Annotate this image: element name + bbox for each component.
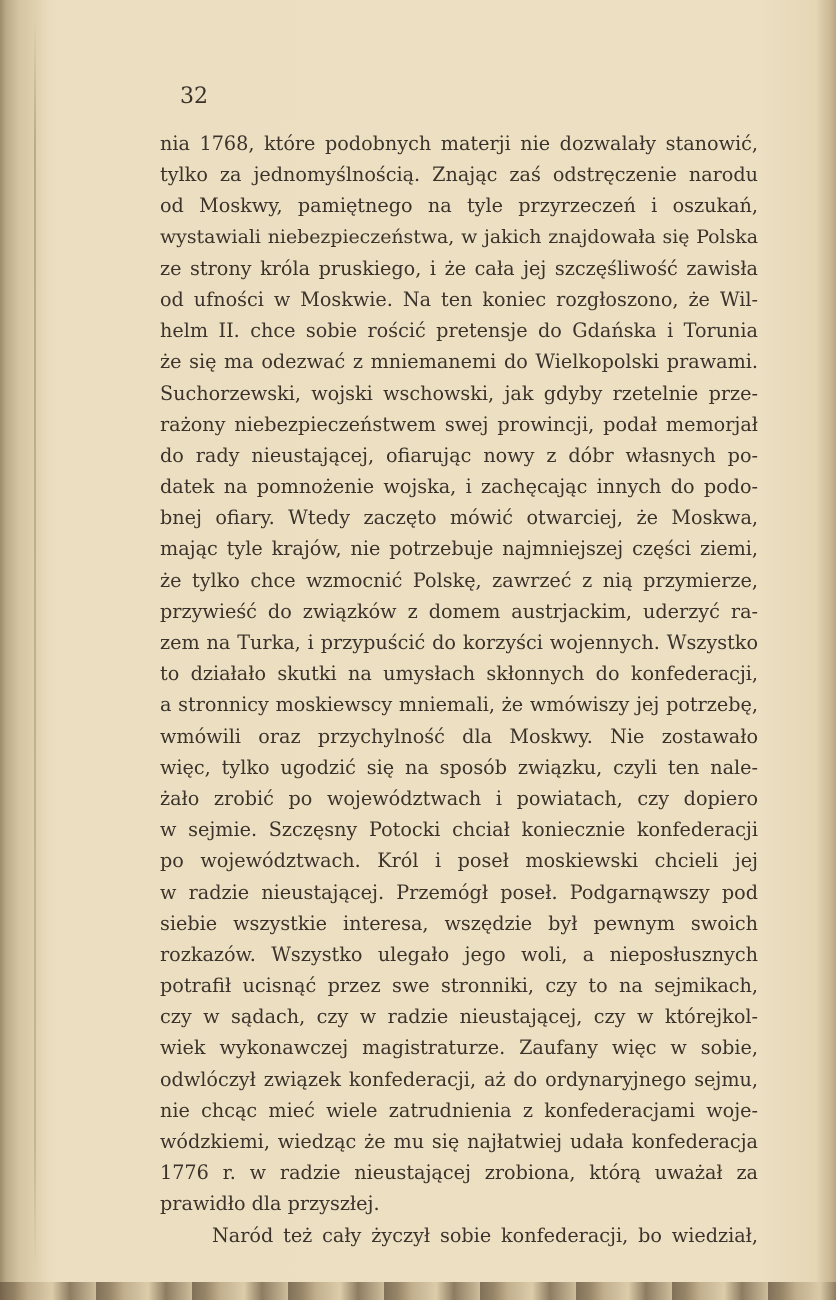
text-line: to działało skutki na umysłach skłonnych do konfederacji, <box>160 662 758 686</box>
page-edge <box>816 0 836 1300</box>
text-line: a stronnicy moskiewscy mniemali, że wmówiszy jej potrzebę, <box>160 693 758 717</box>
text-line: rozkazów. Wszystko ulegało jego woli, a nieposłusznych <box>160 942 758 966</box>
text-line: więc, tylko ugodzić się na sposób związku, czyli ten nale- <box>160 755 758 779</box>
text-line: potrafił ucisnąć przez swe stronniki, czy to na sejmikach, <box>160 974 758 998</box>
text-line: od Moskwy, pamiętnego na tyle przyrzeczeń i oszukań, <box>160 194 758 218</box>
text-line: zem na Turka, i przypuścić do korzyści wojennych. Wszystko <box>160 631 758 654</box>
text-line: że się ma odezwać z mniemanemi do Wielkopolski prawami. <box>160 350 758 374</box>
text-line: żało zrobić po województwach i powiatach, czy dopiero <box>160 786 758 810</box>
text-line: Suchorzewski, wojski wschowski, jak gdyby rzetelnie prze- <box>160 381 758 405</box>
paragraph-end-line: prawidło dla przyszłej. <box>160 1192 380 1216</box>
gutter-fold <box>34 20 36 1270</box>
text-line: ze strony króla pruskiego, i że cała jej szczęśliwość zawisła <box>160 256 758 280</box>
text-line: wiek wykonawczej magistraturze. Zaufany więc w sobie, <box>160 1036 758 1060</box>
text-line: do rady nieustającej, ofiarując nowy z dóbr własnych po- <box>160 443 758 467</box>
text-line: wystawiali niebezpieczeństwa, w jakich znajdowała się Polska <box>160 225 758 248</box>
page-number: 32 <box>180 84 208 109</box>
body-text <box>160 128 758 1251</box>
page-bottom-edge <box>0 1282 836 1300</box>
text-line: że tylko chce wzmocnić Polskę, zawrzeć z nią przymierze, <box>160 568 758 592</box>
text-line: siebie wszystkie interesa, wszędzie był pewnym swoich <box>160 911 758 935</box>
text-line: nia 1768, które podobnych materji nie dozwalały stanowić, <box>160 132 758 155</box>
text-line: w radzie nieustającej. Przemógł poseł. Podgarnąwszy pod <box>160 880 758 904</box>
text-line: 1776 r. w radzie nieustającej zrobiona, którą uważał za <box>160 1161 758 1185</box>
text-line: nie chcąc mieć wiele zatrudnienia z konfederacjami woje- <box>160 1098 758 1122</box>
paragraph-start-line: Naród też cały życzył sobie konfederacji, bo wiedział, <box>212 1223 758 1247</box>
text-line: po województwach. Król i poseł moskiewski chcieli jej <box>160 849 758 873</box>
text-line: rażony niebezpieczeństwem swej prowincji, podał memorjał <box>160 412 758 436</box>
text-line: wódzkiemi, wiedząc że mu się najłatwiej udała konfederacja <box>160 1130 758 1153</box>
text-line: tylko za jednomyślnością. Znając zaś odstręczenie narodu <box>160 163 758 187</box>
text-line: datek na pomnożenie wojska, i zachęcając innych do podo- <box>160 475 758 499</box>
text-line: wmówili oraz przychylność dla Moskwy. Nie zostawało <box>160 724 758 748</box>
text-line: odwlóczył związek konfederacji, aż do ordynaryjnego sejmu, <box>160 1067 758 1091</box>
text-line: przywieść do związków z domem austrjackim, uderzyć ra- <box>160 599 758 623</box>
text-line: w sejmie. Szczęsny Potocki chciał koniecznie konfederacji <box>160 818 758 842</box>
text-line: od ufności w Moskwie. Na ten koniec rozgłoszono, że Wil- <box>160 287 758 311</box>
text-line: helm II. chce sobie rościć pretensje do Gdańska i Torunia <box>160 319 758 343</box>
text-line: bnej ofiary. Wtedy zaczęto mówić otwarciej, że Moskwa, <box>160 506 758 530</box>
text-line: czy w sądach, czy w radzie nieustającej, czy w którejkol- <box>160 1005 758 1029</box>
text-line: mając tyle krajów, nie potrzebuje najmniejszej części ziemi, <box>160 537 758 561</box>
book-gutter <box>0 0 48 1300</box>
